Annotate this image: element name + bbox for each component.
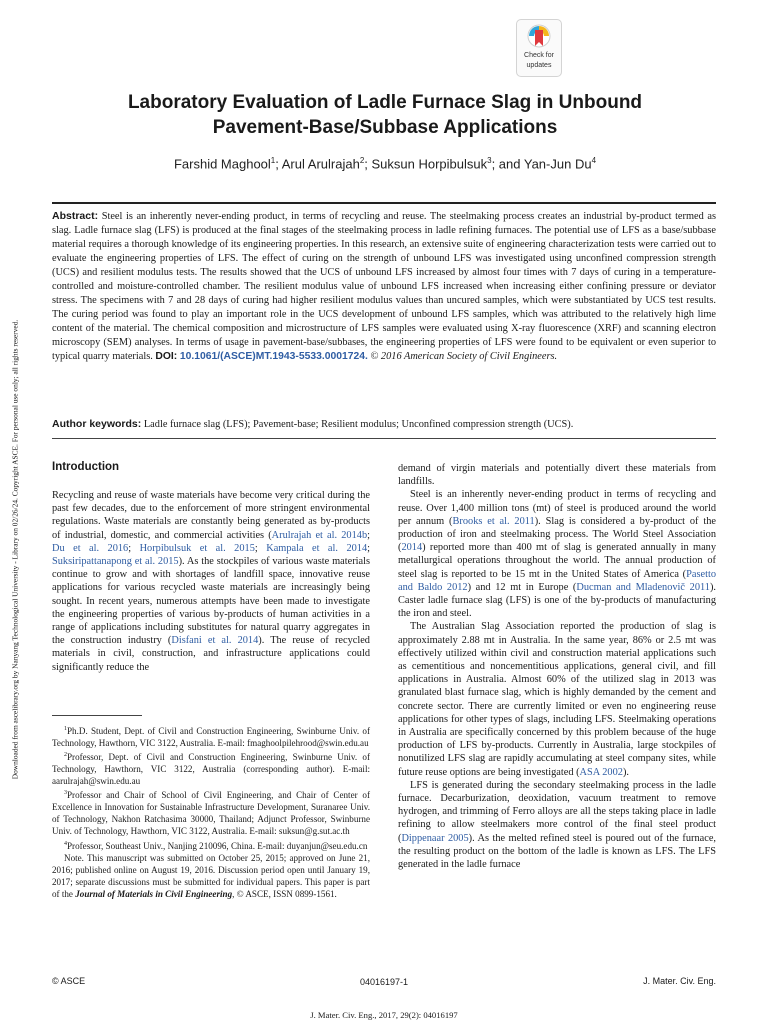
author-separator: ; and — [491, 156, 524, 172]
author-name[interactable]: Arul Arulrajah — [281, 156, 360, 172]
author-name[interactable]: Yan-Jun Du — [523, 156, 592, 172]
badge-label-line1: Check for — [524, 52, 554, 59]
author-name[interactable]: Farshid Maghool — [173, 156, 271, 172]
citation-link[interactable]: ASA 2002 — [579, 766, 623, 778]
abstract-body: Steel is an inherently never-ending product, in terms of recycling and reuse. The steelmaking process creates an industrial by-product termed as slag. Ladle furnace slag (LFS) is produced at the final stages of the steelmaking process in ladle refining furnaces. The potential use of LFS as a base/subbase material requires a thorough knowledge of its engineering properties. In this research, an extensive suite of engineering characterization tests were carried out to evaluate the engineering properties of LFS. The effect of curing on the strength of unbound LFS was investigated using unconfined compression strength (UCS) and resilient modulus tests. The results showed that the UCS of unbound LFS increased by almost four times with 7 days of curing in a temperature-controlled and moisture-controlled chamber. The resilient modulus value of unbound LFS increased when increasing either confining pressure or deviator stress. The specimens with 7 and 28 days of curing had higher resilient modulus values than uncured samples, which were substantiated by UCS test results. The curing period was found to play an important role in the UCS development of unbound LFS samples, which was attributed to the relatively high lime content of the material. The chemical composition and microstructure of LFS samples were evaluated using X-ray fluorescence (XRF) and scanning electron microscopy (SEM) analyses. In terms of usage in pavement-base/subbases, the engineering properties of LFS were found to be equivalent or even superior to typical quarry materials. — [52, 211, 716, 363]
citation-link[interactable]: Ducman and Mladenovič 2011 — [576, 581, 710, 593]
footnote-mark: 2 — [64, 752, 67, 759]
footnote-rule — [52, 715, 142, 716]
footnote — [52, 723, 370, 749]
citation-link[interactable]: Horpibulsuk et al. 2015 — [139, 542, 255, 554]
citation-link[interactable]: Dippenaar 2005 — [401, 832, 469, 844]
citation-link[interactable]: Suksiripattanapong et al. 2015 — [52, 556, 179, 568]
author-keywords — [52, 418, 716, 430]
citation-link[interactable]: Kampala et al. 2014 — [266, 542, 368, 554]
footnote — [52, 749, 370, 787]
author-affiliation-mark: 3 — [487, 156, 492, 165]
title-line2: Pavement-Base/Subbase Applications — [212, 117, 558, 138]
footer-publisher: © ASCE — [52, 976, 86, 986]
citation-link[interactable]: Disfani et al. 2014 — [171, 635, 259, 647]
doi-label: DOI: — [155, 351, 178, 363]
check-for-updates-button[interactable] — [516, 19, 562, 77]
footnotes — [52, 723, 370, 900]
paper-title — [60, 90, 710, 140]
citation-link[interactable]: 2014 — [401, 542, 423, 554]
footnote-text: Ph.D. Student, Dept. of Civil and Construction Engineering, Swinburne Univ. of Technology, Hawthorn, VIC 3122, Australia. E-mail: fmaghoolpilehrood@swin.edu.au — [52, 726, 370, 749]
footnote — [52, 838, 370, 852]
author-affiliation-mark: 4 — [591, 156, 597, 165]
note-text: Note. This manuscript was submitted on October 25, 2015; approved on June 21, 2016; published online on August 19, 2016. Discussion period open until January 19, 2017; separate discussions must be submitted for individual papers. This paper is part of the — [52, 852, 370, 899]
author-name[interactable]: Suksun Horpibulsuk — [371, 156, 488, 172]
abstract-label: Abstract: — [52, 210, 99, 222]
author-affiliation-mark: 2 — [359, 156, 365, 165]
abstract-top-rule — [52, 202, 716, 204]
footnote-text: Professor, Dept. of Civil and Construction Engineering, Swinburne Univ. of Technology, Hawthorn, VIC 3122, Australia (corresponding author). E-mail: aarulrajah@swin.edu.au — [52, 752, 370, 787]
author-list — [60, 156, 710, 171]
badge-label-line2: updates — [526, 62, 552, 69]
abstract — [52, 209, 716, 365]
copyright-notice: © 2016 American Society of Civil Engineers. — [370, 351, 558, 363]
title-line1: Laboratory Evaluation of Ladle Furnace Slag in Unbound — [127, 92, 643, 113]
manuscript-note — [52, 852, 370, 900]
citation-link[interactable]: Brooks et al. 2011 — [452, 515, 535, 527]
intro-paragraph: Recycling and reuse of waste materials have become very critical during the past few decades, due to the enforcement of more stringent environmental regulations. Waste materials are constantly being generated as by-products of industrial, domestic, and commercial activities (Arulrajah et al. 2014b; Du et al. 2016; Horpibulsuk et al. 2015; Kampala et al. 2014; Suksiripattanapong et al. 2015). As the stockpiles of various waste materials continue to grow and with shortages of landfill space, innovative reuse applications for various recycled waste materials are increasingly being sought. In recent years, numerous attempts have been made to investigate the engineering properties of various by-products of human activities in a range of applications including substitutes for natural quarry aggregates in the construction industry (Disfani et al. 2014). The reuse of recycled materials in civil, construction, and infrastructure applications could significantly reduce the — [52, 490, 371, 673]
citation-link[interactable]: Pasetto and Baldo 2012 — [398, 568, 716, 593]
footnote-text: Professor, Southeast Univ., Nanjing 210096, China. E-mail: duyanjun@seu.edu.cn — [67, 840, 368, 851]
citation-link[interactable]: Arulrajah et al. 2014b — [271, 529, 368, 541]
keywords-label: Author keywords: — [52, 418, 142, 430]
footnote-mark: 3 — [64, 790, 67, 797]
citation-link[interactable]: Du et al. 2016 — [52, 542, 129, 554]
journal-name: Journal of Materials in Civil Engineering — [75, 888, 233, 899]
footer-article-number: 04016197-1 — [359, 977, 409, 987]
keywords-text: Ladle furnace slag (LFS); Pavement-base; Resilient modulus; Unconfined compression strength (UCS). — [143, 419, 574, 430]
footnote-mark: 1 — [64, 726, 67, 732]
body-paragraph: The Australian Slag Association reported the production of slag is approximately 2.88 mt in Australia. In the same year, 86% or 2.5 mt was effectively utilized within civil and construction material applications such as cementitious and noncementitious applications, general civil, and fill applications in Australia. Almost 60% of the utilized slag in 2013 was granulated blast furnace slag, which is highly demanded by the cement and concrete sector. There are currently limited or even no engineering reuse applications for other types of slags, including LFS. Steelmaking operations in Australia are specifically concerned by this problem because of the huge production of LFS by-products. Currently in Australia, large stockpiles of nonutilized LFS slag are rapidly accumulating at steel company sites, while future reuse options are being investigated (ASA 2002). — [398, 621, 716, 778]
section-heading-introduction: Introduction — [52, 461, 120, 473]
author-separator: ; — [275, 156, 282, 172]
body-paragraph: Steel is an inherently never-ending product in terms of recycling and reuse. Over 1,400 million tons (mt) of steel is produced around the world per annum (Brooks et al. 2011). Slag is considered a by-product of the production of iron and steelmaking process. The World Steel Association (2014) reported more than 400 mt of slag is generated annually in many metallurgical operations throughout the world. The annual production of steel slag is reported to be 15 mt in the United States of America (Pasetto and Baldo 2012) and 12 mt in Europe (Ducman and Mladenovič 2011). Caster ladle furnace slag (LFS) is one of the by-products of manufacturing the iron and steel. — [398, 489, 716, 620]
note-tail: , © ASCE, ISSN 0899-1561. — [232, 888, 337, 899]
right-column — [398, 462, 716, 871]
author-separator: ; — [364, 156, 372, 172]
footnote-mark: 4 — [64, 840, 67, 847]
left-column — [52, 489, 370, 674]
footnote — [52, 787, 370, 837]
body-paragraph: demand of virgin materials and potentially divert these materials from landfills. — [398, 463, 716, 488]
footer-journal-abbrev: J. Mater. Civ. Eng. — [643, 976, 716, 986]
body-paragraph: LFS is generated during the secondary steelmaking process in the ladle furnace. Decarburization, deoxidation, vacuum treatment to remove hydrogen, and trimming of Ferro alloys are all the steps taking place in ladle refining to allow steelmakers more control of the final steel product (Dippenaar 2005). As the melted refined steel is poured out of the furnace, the resulting product on the bottom of the ladle is known as LFS. The LFS generated in the ladle furnace — [398, 779, 716, 871]
author-affiliation-mark: 1 — [270, 156, 276, 165]
footer-citation: J. Mater. Civ. Eng., 2017, 29(2): 04016197 — [310, 1010, 458, 1020]
doi-link[interactable]: 10.1061/(ASCE)MT.1943-5533.0001724. — [179, 351, 368, 363]
download-notice: Downloaded from ascelibrary.org by Nanyang Technological University - Library on 02/26/24. Copyright ASCE. For personal use only; all rights reserved. — [10, 319, 20, 780]
crossmark-icon — [527, 24, 551, 50]
abstract-bottom-rule — [52, 438, 716, 439]
footnote-text: Professor and Chair of School of Civil Engineering, and Chair of Center of Excellence in Innovation for Sustainable Infrastructure Development, Suranaree Univ. of Technology, Nakhon Ratchasima 30000, Thailand; Adjunct Professor, Swinburne Univ. of Technology, Hawthorn, VIC 3122, Australia. E-mail: suksun@g.sut.ac.th — [52, 790, 370, 837]
